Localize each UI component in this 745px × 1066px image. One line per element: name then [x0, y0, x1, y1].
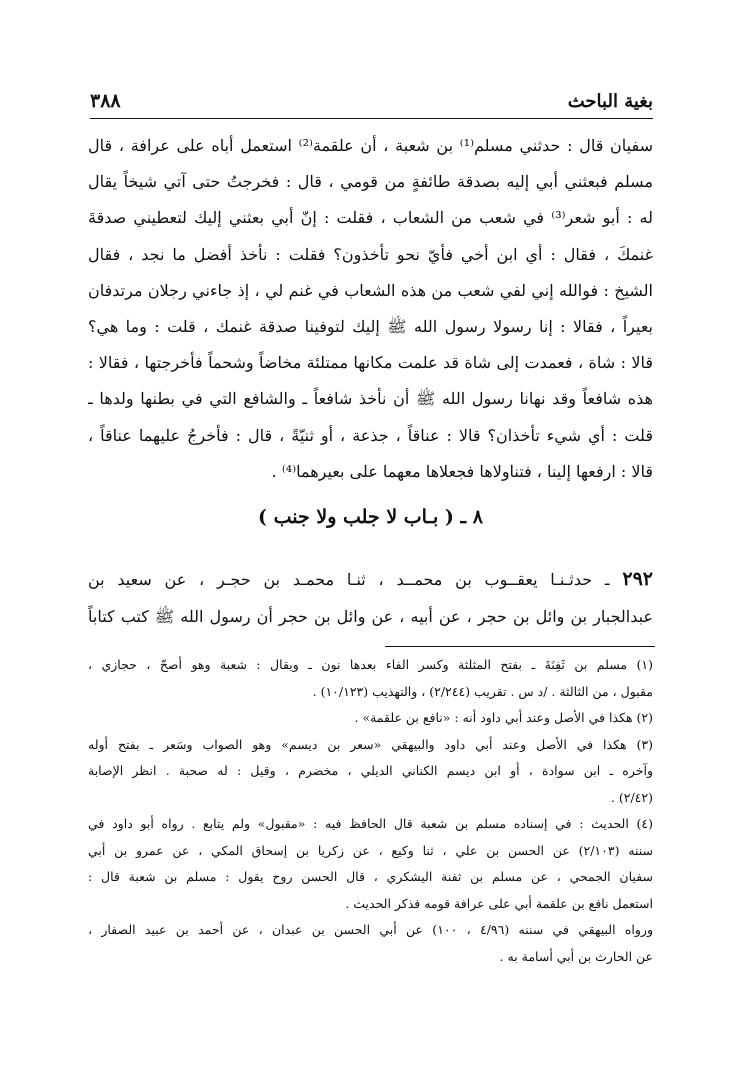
text-line: قالا : شاة ، فعمدت إلى شاة قد علمت مكانها ممتلئة مخاضاً وشحماً فأخرجتها ، فقالا : — [88, 353, 653, 373]
footnotes — [88, 652, 653, 970]
page-number: ٣٨٨ — [90, 90, 121, 112]
footnote-divider — [385, 646, 655, 647]
text-line: هذه شافعاً وقد نهانا رسول الله ﷺ أن نأخذ شافعاً ـ والشافع التي في بطنها ولدها ـ — [88, 389, 653, 409]
footnote-line: (٢) هكذا في الأصل وعند أبي داود أنه : «نافع بن علقمة» . — [354, 710, 653, 725]
footnote-line: (٣) هكذا في الأصل وعند أبي داود والبيهقي «سعر بن ديسم» وهو الصواب وسَعر ـ بفتح أوله — [88, 736, 653, 752]
footnote-line: عن الحارث بن أبي أسامة به . — [499, 948, 653, 964]
main-text — [88, 128, 653, 490]
hadith-line — [88, 560, 653, 598]
footnote-line: استعمل نافع بن علقمة أبي على عرافة قومه فذكر الحديث . — [345, 895, 653, 911]
footnote-line: ورواه البيهقي في سننه (٤/٩٦ ، ١٠٠) عن أبي الحسن بن عبدان ، عن أحمد بن عبيد الصفار ، — [88, 922, 653, 937]
footnote-line: مقبول ، من الثالثة . /د س . تقريب (٢/٢٤٤) ، والتهذيب (١٠/١٢٣) . — [312, 683, 653, 699]
footnote-line: (٢/٤٢) . — [610, 789, 653, 805]
book-title: بغية الباحث — [567, 91, 653, 112]
hadith-text: ـ حدثـنـا يعقــوب بن محمــد ، ثنـا محمـد بن حجـر ، عن سعيد بن — [88, 570, 610, 589]
text-line: قالا : ارفعها إلينا ، فتناولاها فجعلاها معهما على بعيرهما⁽⁴⁾ . — [271, 461, 653, 481]
chapter-heading: ٨ ـ ( بـاب لا جلب ولا جنب ) — [258, 506, 483, 528]
footnote-line: (١) مسلم بن ثَفِنَةَ ـ بفتح المثلثة وكسر الفاء بعدها نون ـ ويقال : شعبة وهو أصحّ ، حجازي ، — [88, 657, 653, 672]
text-line: له : أبو شعر⁽³⁾ في شعب من الشعاب ، فقلت : إنّ أبي بعثني إليك لتعطيني صدقةَ — [88, 208, 653, 228]
footnote-line: وآخره ـ ابن سوادة ، أو ابن ديسم الكناني الديلي ، مخضرم ، وقيل : له صحبة . انظر الإصابة — [88, 763, 653, 778]
text-line: الشيخ : فوالله إني لفي شعب من هذه الشعاب في غنم لي ، إذ جاءني رجلان مرتدفان — [88, 280, 653, 300]
text-line: بعيراً ، فقالا : إنا رسولا رسول الله ﷺ إليك لتوفينا صدقة غنمك ، قلت : وما هي؟ — [88, 316, 653, 336]
page-header — [90, 82, 653, 119]
hadith-entry — [88, 560, 653, 636]
hadith-line: عبدالجبار بن وائل بن حجر ، عن أبيه ، عن وائل بن حجر أن رسول الله ﷺ كتب كتاباً — [88, 607, 653, 626]
hadith-number: ٢٩٢ — [622, 568, 653, 590]
text-line: سفيان قال : حدثني مسلم⁽¹⁾ بن شعبة ، أن علقمة⁽²⁾ استعمل أباه على عرافة ، قال — [88, 136, 653, 155]
text-line: مسلم فبعثني أبي إليه بصدقة طائفةٍ من قومي ، قال : فخرجتُ حتى آتي شيخاً يقال — [88, 172, 653, 192]
text-line: غنمكَ ، فقال : أي ابن أخي فأيّ نحو تأخذون؟ فقلت : نأخذ أفضل ما نجد ، فقال — [88, 244, 653, 264]
footnote-line: سننه (٢/١٠٣) عن الحسن بن علي ، ثنا وكيع ، عن زكريا بن إسحاق المكي ، عن عمرو بن أبي — [88, 842, 653, 858]
text-line: قلت : أي شيء تأخذان؟ قالا : عناقاً ، جذعة ، أو ثنيّةً ، قال : فأخرجُ عليهما عناقاً ، — [88, 425, 653, 445]
footnote-line: (٤) الحديث : في إسناده مسلم بن شعبة قال الحافظ فيه : «مقبول» ولم يتابع . رواه أبو داود في — [88, 816, 653, 831]
footnote-line: سفيان الجمحي ، عن مسلم بن ثفنة اليشكري ، قال الحسن روح يقول : مسلم بن شعبة قال : — [88, 869, 653, 884]
